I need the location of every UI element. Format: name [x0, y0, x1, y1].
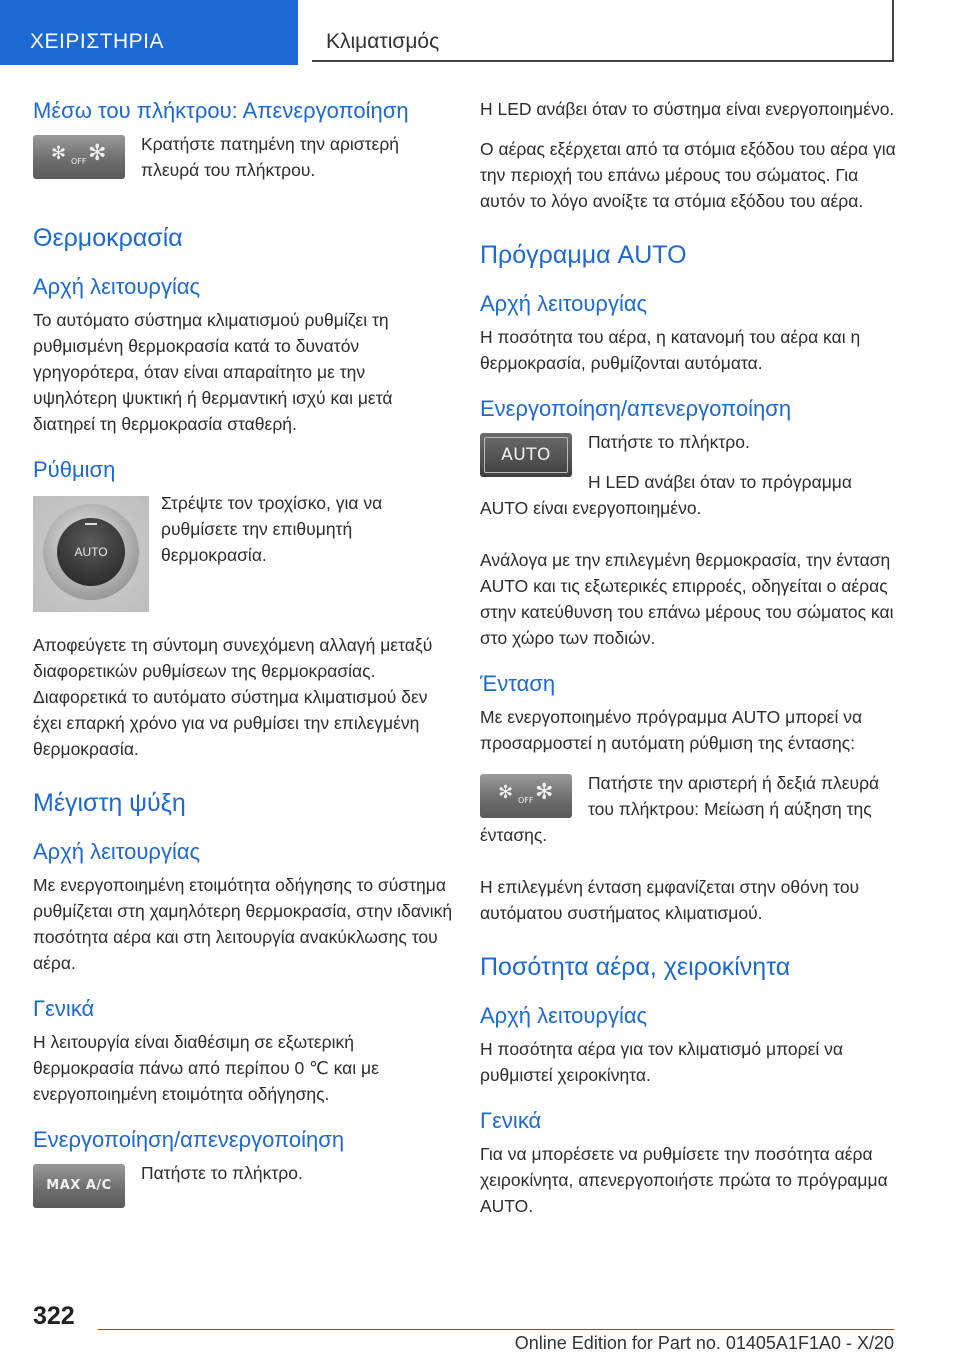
left-column	[33, 96, 453, 1224]
heading-general-1: Γενικά	[33, 996, 95, 1021]
heading-general-2: Γενικά	[480, 1108, 542, 1133]
temperature-knob-image	[33, 496, 149, 612]
heading-principle-2: Αρχή λειτουργίας	[33, 839, 201, 864]
fan-small-icon: ✻	[51, 143, 67, 164]
block-auto-button	[480, 429, 900, 535]
footer-divider	[98, 1329, 894, 1330]
text-intensity-press: Πατήστε την αριστερή ή δεξιά πλευρά του πλήκτρου: Μείωση ή αύξηση της έντασης.	[480, 773, 880, 845]
text-intensity-display: Η επιλεγμένη ένταση εμφανίζεται στην οθόνη του αυτόματου συστήματος κλιματισμού.	[480, 877, 860, 923]
max-ac-button-image	[33, 1164, 125, 1208]
max-ac-label: MAX A/C	[46, 1178, 112, 1193]
heading-principle-1: Αρχή λειτουργίας	[33, 274, 201, 299]
heading-auto-program: Πρόγραμμα AUTO	[480, 241, 687, 269]
heading-principle-3: Αρχή λειτουργίας	[480, 291, 648, 316]
fan-off-button-image	[33, 135, 125, 179]
heading-onoff-2: Ενεργοποίηση/απενεργοποίηση	[480, 396, 792, 421]
heading-temperature: Θερμοκρασία	[33, 224, 183, 252]
heading-max-cooling: Μέγιστη ψύξη	[33, 789, 186, 817]
auto-button-image	[480, 433, 572, 477]
page-number: 322	[33, 1302, 75, 1330]
heading-setting: Ρύθμιση	[33, 457, 116, 482]
right-column	[480, 96, 900, 1233]
heading-principle-4: Αρχή λειτουργίας	[480, 1003, 648, 1028]
off-label: OFF	[518, 796, 534, 805]
text-principle-4: Η ποσότητα αέρα για τον κλιματισμό μπορεί να ρυθμιστεί χειροκίνητα.	[480, 1039, 843, 1085]
auto-button-label: AUTO	[484, 437, 568, 473]
block-intensity-button	[480, 770, 900, 862]
heading-intensity: Ένταση	[480, 671, 556, 696]
text-intensity: Με ενεργοποιημένο πρόγραμμα AUTO μπορεί να προσαρμοστεί η αυτόματη ρύθμιση της έντασης:	[480, 707, 863, 753]
heading-via-button: Μέσω του πλήκτρου: Απενεργοποίηση	[33, 98, 409, 123]
header-section-tab: ΧΕΙΡΙΣΤΗΡΙΑ	[0, 0, 298, 65]
text-general-2: Για να μπορέσετε να ρυθμίσετε την ποσότητα αέρα χειροκίνητα, απενεργοποιήστε πρώτα το πρόγραμμα AUTO.	[480, 1144, 888, 1216]
text-led-1: Η LED ανάβει όταν το σύστημα είναι ενεργοποιημένο.	[480, 99, 895, 119]
text-principle-3: Η ποσότητα του αέρα, η κατανομή του αέρα και η θερμοκρασία, ρυθμίζονται αυτόματα.	[480, 327, 861, 373]
heading-onoff-1: Ενεργοποίηση/απενεργοποίηση	[33, 1127, 345, 1152]
heading-air-manual: Ποσότητα αέρα, χειροκίνητα	[480, 953, 791, 981]
header-chapter-title: Κλιματισμός	[312, 0, 894, 62]
text-press-auto: Πατήστε το πλήκτρο.	[588, 432, 750, 452]
text-general-1: Η λειτουργία είναι διαθέσιμη σε εξωτερική θερμοκρασία πάνω από περίπου 0 ℃ και με ενεργοποιημένη ετοιμότητα οδήγησης.	[33, 1032, 379, 1104]
off-label: OFF	[71, 157, 87, 166]
knob-auto-center: AUTO	[57, 518, 125, 586]
block-maxac	[33, 1160, 453, 1212]
text-avoid: Αποφεύγετε τη σύντομη συνεχόμενη αλλαγή μεταξύ διαφορετικών ρυθμίσεων της θερμοκρασίας. Διαφορετικά το αυτόματο σύστημα κλιματισμού δεν έχει επαρκή χρόνο για να ρυθμίσει την επιλεγμένη θερμοκρασία.	[33, 635, 433, 759]
fan-large-icon: ✻	[535, 780, 554, 805]
text-principle-2: Με ενεργοποιημένη ετοιμότητα οδήγησης το σύστημα ρυθμίζεται στη χαμηλότερη θερμοκρασία, στην ιδανική ποσότητα αέρα και στη λειτουργία ανακύκλωσης του αέρα.	[33, 875, 453, 973]
text-principle-1: Το αυτόματο σύστημα κλιματισμού ρυθμίζει τη ρυθμισμένη θερμοκρασία κατά το δυνατόν γρηγορότερα, όταν είναι απαραίτητο με την υψηλότερη ψυκτική ή θερμαντική ισχύ και μετά διατηρεί τη θερμοκρασία σταθερή.	[33, 310, 393, 434]
fan-large-icon: ✻	[88, 141, 107, 166]
text-setting: Στρέψτε τον τροχίσκο, για να ρυθμίσετε την επιθυμητή θερμοκρασία.	[161, 493, 383, 565]
block-knob	[33, 490, 453, 620]
text-depending: Ανάλογα με την επιλεγμένη θερμοκρασία, την ένταση AUTO και τις εξωτερικές επιρροές, οδηγείται ο αέρας στην κατεύθυνση του επάνω μέρους του σώματος και στο χώρο των ποδιών.	[480, 550, 894, 648]
fan-off-button-image-2	[480, 774, 572, 818]
text-via-button: Κρατήστε πατημένη την αριστερή πλευρά του πλήκτρου.	[141, 134, 400, 180]
block-fan-button	[33, 131, 453, 197]
text-air-out: Ο αέρας εξέρχεται από τα στόμια εξόδου του αέρα για την περιοχή του επάνω μέρους του σώματος. Για αυτόν το λόγο ανοίξτε τα στόμια εξόδου του αέρα.	[480, 139, 896, 211]
fan-small-icon: ✻	[498, 782, 514, 803]
text-onoff-1: Πατήστε το πλήκτρο.	[141, 1163, 303, 1183]
minus-icon	[85, 523, 97, 525]
text-led-2: Η LED ανάβει όταν το πρόγραμμα AUTO είναι ενεργοποιημένο.	[480, 472, 853, 518]
edition-info: Online Edition for Part no. 01405A1F1A0 - X/20	[514, 1333, 894, 1353]
